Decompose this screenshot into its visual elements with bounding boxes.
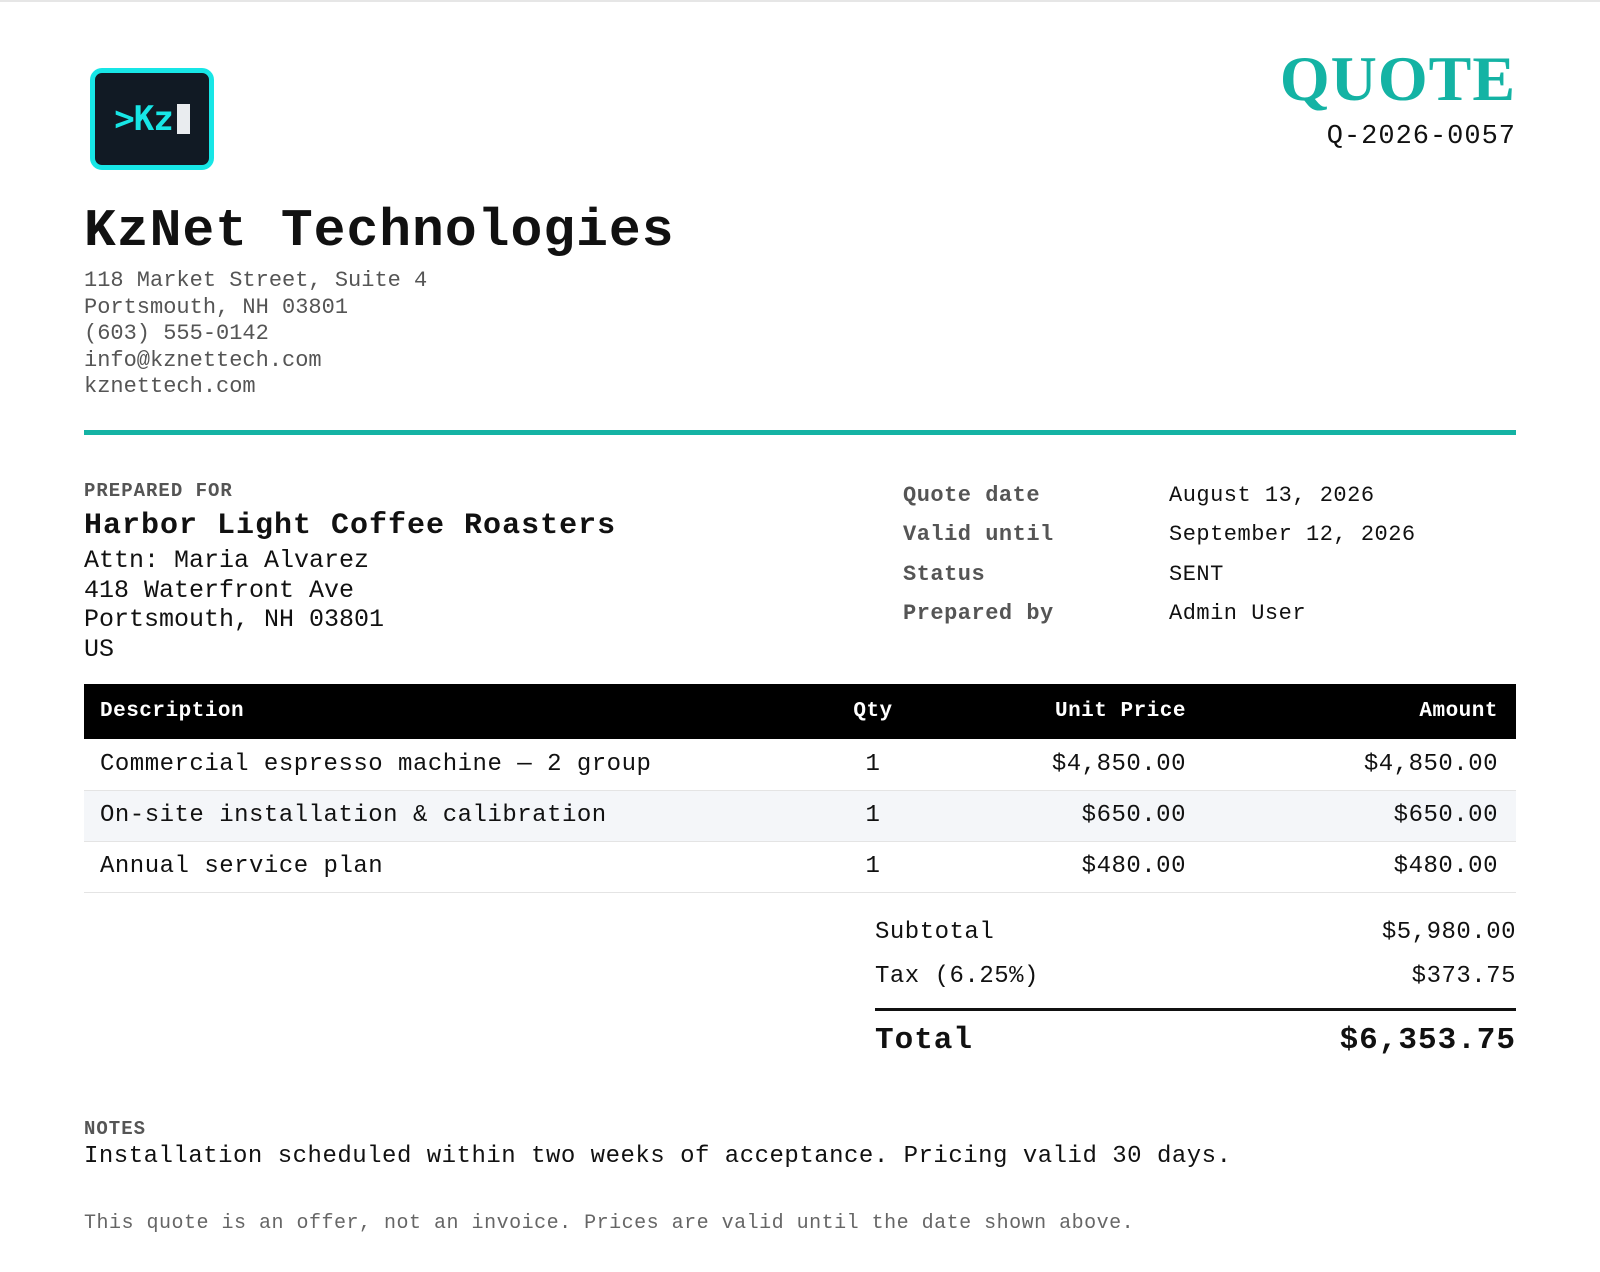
meta-row-status <box>903 555 1516 594</box>
total-label: Total <box>875 1022 974 1058</box>
meta-value: August 13, 2026 <box>1169 483 1375 509</box>
tax-value: $373.75 <box>1411 962 1516 990</box>
meta-key: Valid until <box>903 522 1054 548</box>
company-website[interactable]: kznettech.com <box>84 374 256 399</box>
meta-row-quote-date <box>903 476 1516 515</box>
table-header-row <box>84 684 1516 739</box>
client-country: US <box>84 634 115 664</box>
company-address-line1: 118 Market Street, Suite 4 <box>84 268 428 293</box>
subtotal-row <box>875 910 1516 954</box>
table-row <box>84 790 1516 841</box>
company-contact <box>84 268 427 401</box>
meta-key: Prepared by <box>903 601 1054 627</box>
prepared-for-label: PREPARED FOR <box>84 480 233 502</box>
cell-unit-price: $650.00 <box>964 790 1204 841</box>
tax-row <box>875 954 1516 998</box>
cell-qty: 1 <box>784 790 964 841</box>
table-row <box>84 739 1516 790</box>
status-value: SENT <box>1169 561 1224 587</box>
total-row <box>875 1011 1516 1069</box>
meta-key: Status <box>903 561 986 587</box>
subtotal-value: $5,980.00 <box>1381 918 1516 946</box>
cell-qty: 1 <box>784 841 964 892</box>
footer-disclaimer: This quote is an offer, not an invoice. Prices are valid until the date shown above. <box>84 1212 1135 1235</box>
quote-number: Q-2026-0057 <box>1326 122 1516 152</box>
notes-label: NOTES <box>84 1118 147 1140</box>
cell-description: On-site installation & calibration <box>84 790 784 841</box>
header-unit-price: Unit Price <box>964 684 1204 739</box>
header-description: Description <box>84 684 784 739</box>
meta-value: Admin User <box>1169 601 1307 627</box>
meta-value: September 12, 2026 <box>1169 522 1416 548</box>
header-divider <box>84 430 1516 435</box>
client-address <box>84 546 384 664</box>
meta-row-prepared-by <box>903 594 1516 633</box>
company-email[interactable]: info@kznettech.com <box>84 347 322 373</box>
company-name: KzNet Technologies <box>84 201 675 261</box>
cell-amount: $480.00 <box>1204 841 1516 892</box>
quote-meta <box>903 476 1516 633</box>
cell-description: Commercial espresso machine — 2 group <box>84 739 784 790</box>
document-title: QUOTE <box>1279 43 1516 114</box>
cell-description: Annual service plan <box>84 841 784 892</box>
client-name: Harbor Light Coffee Roasters <box>84 509 617 543</box>
client-address-line1: 418 Waterfront Ave <box>84 575 355 605</box>
client-address-line2: Portsmouth, NH 03801 <box>84 605 385 634</box>
quote-document <box>84 0 1516 1272</box>
notes-text: Installation scheduled within two weeks of acceptance. Pricing valid 30 days. <box>84 1143 1232 1170</box>
meta-row-valid-until <box>903 515 1516 554</box>
subtotal-label: Subtotal <box>875 918 995 946</box>
cell-amount: $4,850.00 <box>1204 739 1516 790</box>
cell-amount: $650.00 <box>1204 790 1516 841</box>
table-row <box>84 841 1516 892</box>
cell-unit-price: $4,850.00 <box>964 739 1204 790</box>
totals-block <box>875 910 1516 1069</box>
terminal-cursor-icon <box>177 104 190 134</box>
company-address-line2: Portsmouth, NH 03801 <box>84 294 349 320</box>
tax-label: Tax (6.25%) <box>875 962 1039 990</box>
logo-text: >Kz <box>114 99 173 139</box>
meta-key: Quote date <box>903 483 1041 509</box>
company-logo <box>90 68 214 170</box>
client-attn: Attn: Maria Alvarez <box>84 546 370 575</box>
cell-qty: 1 <box>784 739 964 790</box>
total-value: $6,353.75 <box>1339 1022 1516 1058</box>
line-items-table <box>84 684 1516 893</box>
header-amount: Amount <box>1204 684 1516 739</box>
header-qty: Qty <box>784 684 964 739</box>
cell-unit-price: $480.00 <box>964 841 1204 892</box>
company-phone: (603) 555-0142 <box>84 321 269 346</box>
